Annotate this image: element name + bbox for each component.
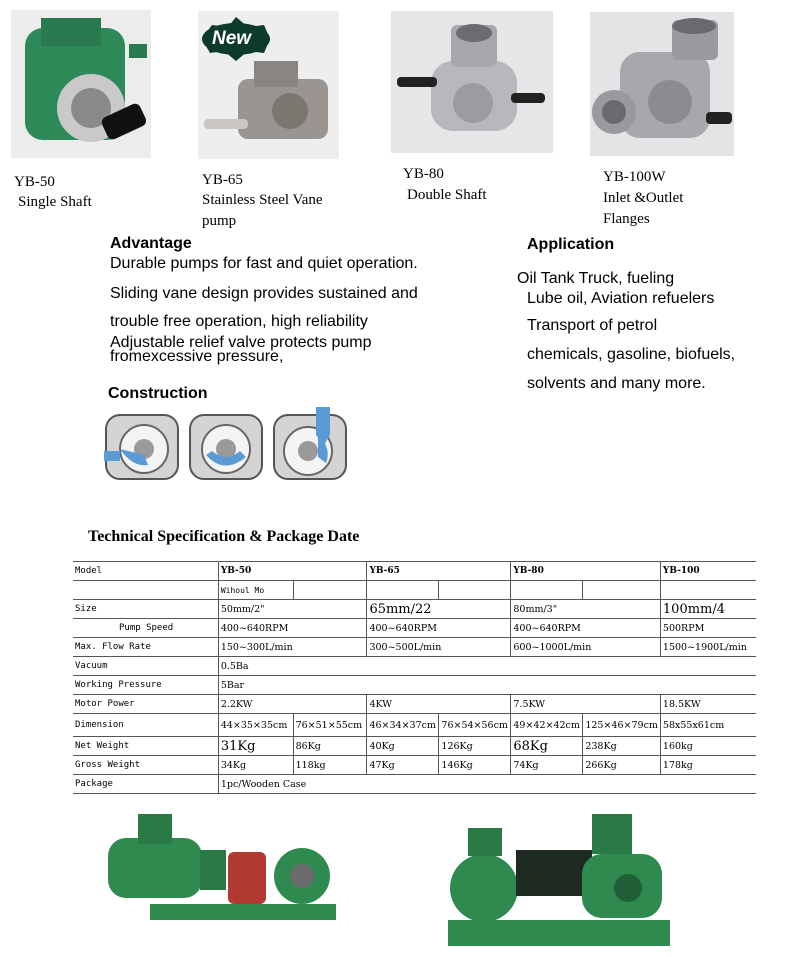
advantage-line: trouble free operation, high reliability xyxy=(110,313,368,330)
table-row: Dimension 44×35×35cm 76×51×55cm 46×34×37cm 76×54×56cm 49×42×42cm 125×46×79cm 58x55x61cm xyxy=(73,714,756,737)
application-line: chemicals, gasoline, biofuels, xyxy=(527,346,736,363)
advantage-title: Advantage xyxy=(110,235,192,252)
advantage-line: Sliding vane design provides sustained and xyxy=(110,285,418,302)
application-title: Application xyxy=(527,236,615,253)
yb65-desc-2: pump xyxy=(202,213,237,229)
yb100w-desc-1: Inlet &Outlet xyxy=(603,190,684,206)
new-badge: New xyxy=(212,28,252,49)
application-line: Oil Tank Truck, fueling xyxy=(517,270,675,287)
yb100w-desc-2: Flanges xyxy=(603,211,650,227)
spec-title: Technical Specification & Package Date xyxy=(88,528,360,545)
table-row xyxy=(73,581,756,600)
yb100w-name: YB-100W xyxy=(603,169,666,185)
application-line: solvents and many more. xyxy=(527,375,706,392)
table-row: Package 1pc/Wooden Case xyxy=(73,775,756,794)
model-yb50: YB-50 xyxy=(218,562,367,581)
advantage-line: fromexcessive pressure, xyxy=(110,348,284,365)
table-row: Motor Power 2.2KW 4KW 7.5KW 18.5KW xyxy=(73,695,756,714)
table-row xyxy=(73,562,756,581)
table-row: Pump Speed 400~640RPM 400~640RPM 400~640RPM 500RPM xyxy=(73,619,756,638)
model-yb100: YB-100 xyxy=(660,562,756,581)
table-row: Vacuum 0.5Ba xyxy=(73,657,756,676)
pump-motor-unit-photo-2 xyxy=(442,810,672,952)
yb80-desc: Double Shaft xyxy=(407,187,487,203)
yb65-photo xyxy=(198,11,339,159)
pump-motor-unit-photo-1 xyxy=(100,808,340,928)
construction-diagram xyxy=(100,405,350,485)
construction-title: Construction xyxy=(108,385,208,402)
table-row: Working Pressure 5Bar xyxy=(73,676,756,695)
yb65-desc-1: Stainless Steel Vane xyxy=(202,192,323,208)
advantage-line: Adjustable relief valve protects pump xyxy=(110,334,372,351)
yb80-photo xyxy=(391,11,553,153)
yb100w-photo xyxy=(590,12,734,156)
application-line: Lube oil, Aviation refuelers xyxy=(527,290,715,307)
model-label: Model xyxy=(73,562,218,581)
table-row: Gross Weight 34Kg 118kg 47Kg 146Kg 74Kg 266Kg 178kg xyxy=(73,756,756,775)
yb50-desc: Single Shaft xyxy=(18,194,92,210)
model-yb65: YB-65 xyxy=(367,562,511,581)
spec-table xyxy=(73,561,756,794)
table-row: Size 50mm/2" 65mm/22 80mm/3" 100mm/4 xyxy=(73,600,756,619)
table-row: Max. Flow Rate 150~300L/min 300~500L/min 600~1000L/min 1500~1900L/min xyxy=(73,638,756,657)
yb50-name: YB-50 xyxy=(14,174,55,190)
application-line: Transport of petrol xyxy=(527,317,658,334)
model-yb80: YB-80 xyxy=(511,562,661,581)
yb65-name: YB-65 xyxy=(202,172,243,188)
sub-note: Wihoul Mo xyxy=(218,581,293,600)
yb50-photo xyxy=(11,10,151,158)
yb80-name: YB-80 xyxy=(403,166,444,182)
table-row: Net Weight 31Kg 86Kg 40Kg 126Kg 68Kg 238Kg 160kg xyxy=(73,737,756,756)
advantage-line: Durable pumps for fast and quiet operation. xyxy=(110,255,418,272)
